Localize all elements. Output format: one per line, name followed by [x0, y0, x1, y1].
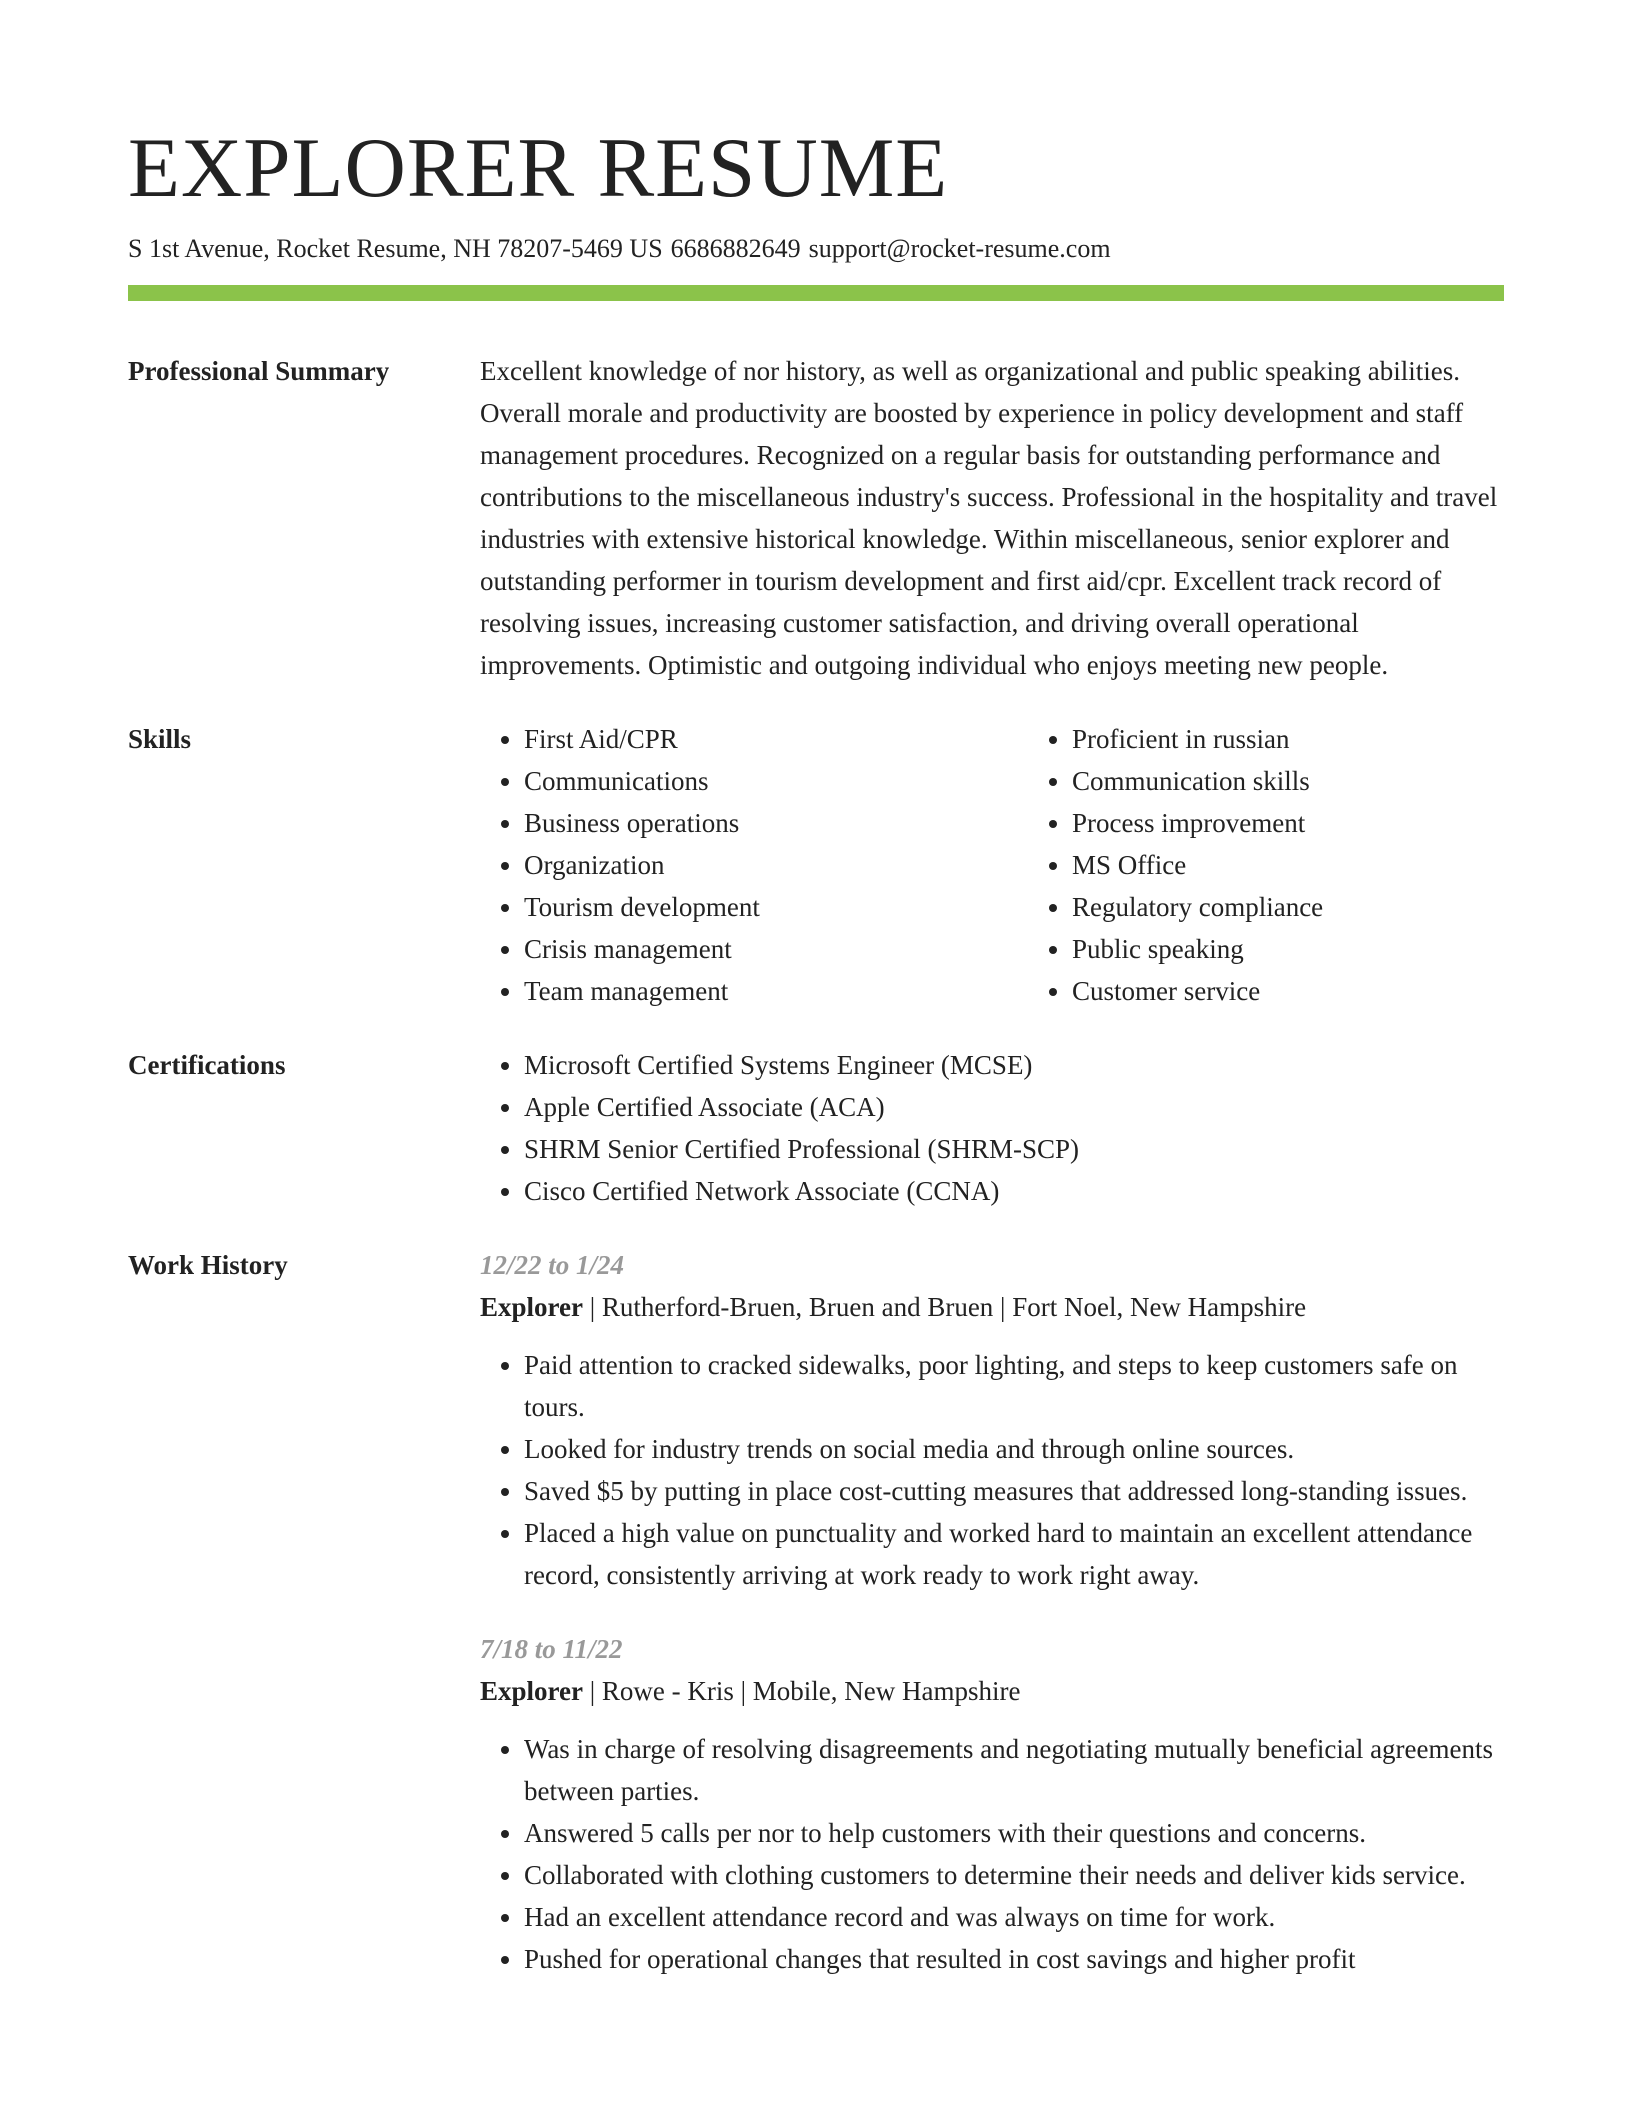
- certifications-list: [480, 1044, 1504, 1212]
- skill-item: • Communications: [524, 760, 1028, 802]
- job-bullet: • Collaborated with clothing customers to determine their needs and deliver kids service.: [524, 1854, 1504, 1896]
- job-bullet: • Was in charge of resolving disagreements and negotiating mutually beneficial agreements between parties.: [524, 1728, 1504, 1812]
- skill-item: • Process improvement: [1072, 802, 1504, 844]
- skills-grid: [480, 718, 1504, 1012]
- certification-item: • Microsoft Certified Systems Engineer (MCSE): [524, 1044, 1504, 1086]
- job-entry: [480, 1244, 1504, 1596]
- contact-phone: 6686882649: [670, 234, 801, 263]
- job-bullet: • Paid attention to cracked sidewalks, poor lighting, and steps to keep customers safe on tours.: [524, 1344, 1504, 1428]
- job-details: | Rutherford-Bruen, Bruen and Bruen | Fort Noel, New Hampshire: [583, 1292, 1307, 1322]
- skill-item: • First Aid/CPR: [524, 718, 1028, 760]
- job-bullet: • Placed a high value on punctuality and worked hard to maintain an excellent attendance record, consistently arriving at work ready to work right away.: [524, 1512, 1504, 1596]
- job-dates: 7/18 to 11/22: [480, 1634, 623, 1664]
- skill-item: • Tourism development: [524, 886, 1028, 928]
- job-details: | Rowe - Kris | Mobile, New Hampshire: [583, 1676, 1021, 1706]
- skills-list-right: [1028, 718, 1504, 1012]
- job-bullets: [480, 1728, 1504, 1980]
- skill-item: • Team management: [524, 970, 1028, 1012]
- job-entry: [480, 1628, 1504, 1980]
- section-body: [480, 350, 1504, 686]
- job-title: Explorer: [480, 1292, 583, 1322]
- section-body: [480, 1044, 1504, 1212]
- summary-text: Excellent knowledge of nor history, as well as organizational and public speaking abilities. Overall morale and productivity are boosted by experience in policy development and staff management procedures. Recognized on a regular basis for outstanding performance and contributions to the miscellaneous industry's success. Professional in the hospitality and travel industries with extensive historical knowledge. Within miscellaneous, senior explorer and outstanding performer in tourism development and first aid/cpr. Excellent track record of resolving issues, increasing customer satisfaction, and driving overall operational improvements. Optimistic and outgoing individual who enjoys meeting new people.: [480, 356, 1498, 680]
- job-bullet: • Pushed for operational changes that resulted in cost savings and higher profit: [524, 1938, 1504, 1980]
- accent-divider: [128, 285, 1504, 301]
- section-heading: Professional Summary: [128, 356, 390, 386]
- section-heading: Skills: [128, 724, 192, 754]
- section-body: [480, 1244, 1504, 2012]
- skill-item: • Crisis management: [524, 928, 1028, 970]
- skills-section: [128, 718, 1504, 1012]
- professional-summary-section: [128, 350, 1504, 686]
- skill-item: • Business operations: [524, 802, 1028, 844]
- skill-item: • Regulatory compliance: [1072, 886, 1504, 928]
- job-bullets: [480, 1344, 1504, 1596]
- certification-item: • Cisco Certified Network Associate (CCNA): [524, 1170, 1504, 1212]
- section-heading: Work History: [128, 1250, 288, 1280]
- certification-item: • SHRM Senior Certified Professional (SHRM-SCP): [524, 1128, 1504, 1170]
- job-dates: 12/22 to 1/24: [480, 1250, 625, 1280]
- resume-name: EXPLORER RESUME: [128, 121, 949, 215]
- skill-item: • Public speaking: [1072, 928, 1504, 970]
- certifications-section: [128, 1044, 1504, 1212]
- resume-sections: [128, 350, 1504, 2044]
- job-title-line: [480, 1670, 1504, 1712]
- job-title-line: [480, 1286, 1504, 1328]
- work-history-section: [128, 1244, 1504, 2012]
- contact-address: S 1st Avenue, Rocket Resume, NH 78207-5469 US: [128, 234, 663, 263]
- job-bullet: • Had an excellent attendance record and was always on time for work.: [524, 1896, 1504, 1938]
- job-bullet: • Saved $5 by putting in place cost-cutting measures that addressed long-standing issues.: [524, 1470, 1504, 1512]
- job-title: Explorer: [480, 1676, 583, 1706]
- skill-item: • MS Office: [1072, 844, 1504, 886]
- skill-item: • Organization: [524, 844, 1028, 886]
- skill-item: • Communication skills: [1072, 760, 1504, 802]
- certification-item: • Apple Certified Associate (ACA): [524, 1086, 1504, 1128]
- skills-list-left: [480, 718, 1028, 1012]
- skill-item: • Proficient in russian: [1072, 718, 1504, 760]
- skill-item: • Customer service: [1072, 970, 1504, 1012]
- contact-email: support@rocket-resume.com: [808, 234, 1111, 263]
- contact-line: [128, 232, 1111, 266]
- section-heading: Certifications: [128, 1050, 286, 1080]
- job-bullet: • Answered 5 calls per nor to help customers with their questions and concerns.: [524, 1812, 1504, 1854]
- job-bullet: • Looked for industry trends on social media and through online sources.: [524, 1428, 1504, 1470]
